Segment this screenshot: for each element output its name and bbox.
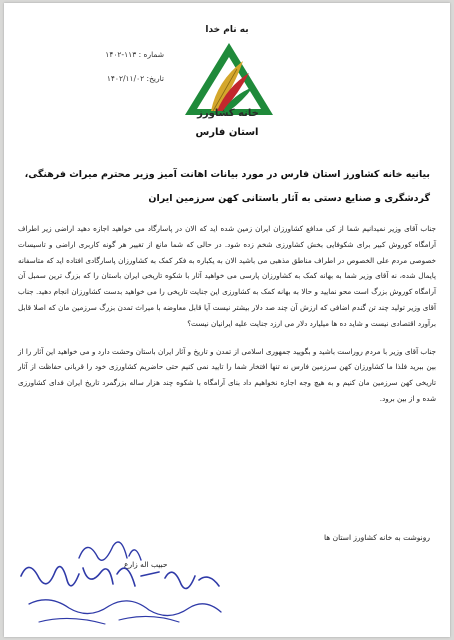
letter-page xyxy=(4,3,450,637)
bismillah-heading: به نام خدا xyxy=(205,25,249,35)
signer-name: حبیب اله زارع xyxy=(124,560,168,569)
letter-meta xyxy=(34,43,164,91)
body-paragraph-1: جناب آقای وزیر نمیدانیم شما از کی مدافع کشاورزان ایران زمین شده اید که الان در پاسارگاد می خواهید اجازه دهید اراضی زیر اطراف آرامگاه کوروش کبیر برای شکوفایی بخش کشاورزی شخم زده شود. در حالی که شما مانع از تغییر هر گونه کاربری اراضی و تاسیسات خصوصی مردم علی الخصوص در اطراف مناطق مذهبی می باشید الان به یکباره به فکر کمک به کشاورزان پاسارگادی افتاده اید که متاسفانه پایمال شده، نه آقای وزیر شما به بهانه کمک به کشاورزان پارسی می خواهید آثار با شکوه تاریخی ایران باستان را که بزرگ ترین سمبل آن آرامگاه کوروش بزرگ است محو نمایید و حالا به بهانه کمک به کشاورزی این جنایت تاریخی را می خواهید بدست کشاورزان انجام دهید. جناب آقای وزیر تولید چند تن گندم اضافی که ارزش آن چند صد دلار بیشتر نیست آیا قابل معاوضه با میراث تمدن بزرگ سرزمین مان که اصلا قابل برآورد اقتصادی نیست و شاید ده ها میلیارد دلار می ارزد جنایت علیه ایرانیان نیست؟ xyxy=(18,224,436,328)
statement-body xyxy=(18,221,436,419)
carbon-copy-note: رونوشت به خانه کشاورز استان ها xyxy=(324,533,430,542)
headline-line-1: بیانیه خانه کشاورز استان فارس در مورد بیانات اهانت آمیز وزیر محترم میراث فرهنگی، xyxy=(24,169,430,180)
handwritten-signature-icon xyxy=(9,528,239,633)
statement-headline xyxy=(24,163,430,211)
province-title: استان فارس xyxy=(195,127,259,138)
body-paragraph-2: جناب آقای وزیر با مردم روراست باشید و بگویید جمهوری اسلامی از تمدن و تاریخ و آثار ایران باستان وحشت دارد و می خواهید این آثار را از بین ببرید فلذا ما کشاورزان کهن سرزمین فارس نه تنها افتخار شما را تایید نمی کنیم حتی حاضریم کشاورزی خود را قربانی حفاظت از آثار تاریخی کهن سرزمین مان کنیم و به هیچ وجه اجازه نخواهیم داد بنای آرامگاه با شکوه چند هزار ساله بزرگمرد تاریخ ایران فدای کشاورزی شده و از بین برود. xyxy=(18,346,436,403)
organization-name: خانه کشاورز xyxy=(197,108,259,119)
letter-number: شماره : ۱۱۳-۱۴۰۲ xyxy=(105,50,164,59)
headline-line-2: گردشگری و صنایع دستی به آثار باستانی کهن سرزمین ایران xyxy=(148,193,430,204)
letter-date: تاریخ: ۱۴۰۲/۱۱/۰۲ xyxy=(106,74,164,83)
